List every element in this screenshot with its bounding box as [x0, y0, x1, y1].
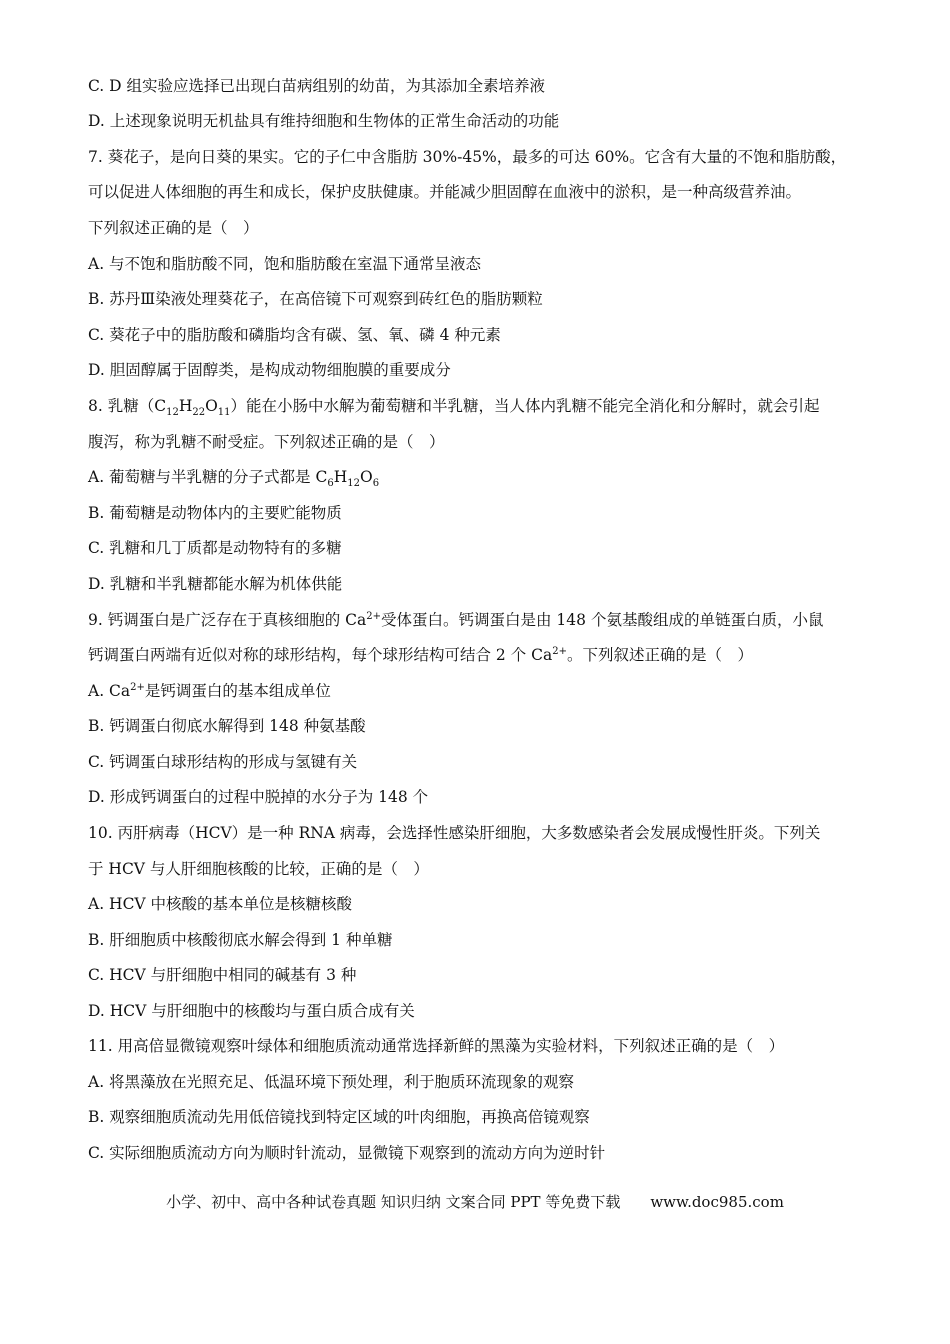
option-7a: A. 与不饱和脂肪酸不同，饱和脂肪酸在室温下通常呈液态 — [88, 255, 482, 273]
option-9d: D. 形成钙调蛋白的过程中脱掉的水分子为 148 个 — [88, 788, 429, 806]
option-6d: D. 上述现象说明无机盐具有维持细胞和生物体的正常生命活动的功能 — [88, 112, 560, 130]
option-7d: D. 胆固醇属于固醇类，是构成动物细胞膜的重要成分 — [88, 361, 451, 379]
option-9a: A. $Ca^{2+}$是钙调蛋白的基本组成单位 — [88, 681, 331, 700]
option-9b: B. 钙调蛋白彻底水解得到 148 种氨基酸 — [88, 717, 366, 735]
option-8c: C. 乳糖和几丁质都是动物特有的多糖 — [88, 539, 342, 557]
option-11b: B. 观察细胞质流动先用低倍镜找到特定区域的叶肉细胞，再换高倍镜观察 — [88, 1108, 590, 1126]
question-7-line-3: 下列叙述正确的是（ ） — [88, 219, 259, 237]
question-10-line-1: 10. 丙肝病毒（HCV）是一种 RNA 病毒，会选择性感染肝细胞，大多数感染者会发展成慢性肝炎。下列关 — [88, 824, 821, 842]
page-footer — [0, 1191, 950, 1212]
option-8b: B. 葡萄糖是动物体内的主要贮能物质 — [88, 504, 342, 522]
question-7-line-2: 可以促进人体细胞的再生和成长，保护皮肤健康。并能减少胆固醇在血液中的淤积，是一种高级营养油。 — [88, 183, 802, 201]
question-7-line-1: 7. 葵花子，是向日葵的果实。它的子仁中含脂肪 30%-45%，最多的可达 60%。它含有大量的不饱和脂肪酸， — [88, 148, 847, 166]
question-9-line-1: 9. 钙调蛋白是广泛存在于真核细胞的 $Ca^{2+}$受体蛋白。钙调蛋白是由 148 个氨基酸组成的单链蛋白质，小鼠 — [88, 610, 824, 629]
question-8-line-1: 8. 乳糖$(C_{12}H_{22}O_{11})$能在小肠中水解为葡萄糖和半乳糖，当人体内乳糖不能完全消化和分解时，就会引起 — [88, 397, 820, 419]
option-11a: A. 将黑藻放在光照充足、低温环境下预处理，利于胞质环流现象的观察 — [88, 1073, 575, 1091]
question-11-line-1: 11. 用高倍显微镜观察叶绿体和细胞质流动通常选择新鲜的黑藻为实验材料，下列叙述正确的是（ ） — [88, 1037, 785, 1055]
option-9c: C. 钙调蛋白球形结构的形成与氢键有关 — [88, 753, 358, 771]
option-10c: C. HCV 与肝细胞中相同的碱基有 3 种 — [88, 966, 357, 984]
option-7c: C. 葵花子中的脂肪酸和磷脂均含有碳、氢、氧、磷 4 种元素 — [88, 326, 501, 344]
footer-url[interactable]: www.doc985.com — [650, 1193, 784, 1211]
option-7b: B. 苏丹Ⅲ染液处理葵花子，在高倍镜下可观察到砖红色的脂肪颗粒 — [88, 290, 543, 308]
question-8-line-2: 腹泻，称为乳糖不耐受症。下列叙述正确的是（ ） — [88, 433, 445, 451]
footer-text: 小学、初中、高中各种试卷真题 知识归纳 文案合同 PPT 等免费下载 — [166, 1193, 621, 1211]
question-9-line-2: 钙调蛋白两端有近似对称的球形结构，每个球形结构可结合 2 个 $Ca^{2+}$。下列叙述正确的是（ ） — [88, 645, 754, 664]
option-10d: D. HCV 与肝细胞中的核酸均与蛋白质合成有关 — [88, 1002, 415, 1020]
question-10-line-2: 于 HCV 与人肝细胞核酸的比较，正确的是（ ） — [88, 860, 429, 878]
option-11c: C. 实际细胞质流动方向为顺时针流动，显微镜下观察到的流动方向为逆时针 — [88, 1144, 606, 1162]
option-10a: A. HCV 中核酸的基本单位是核糖核酸 — [88, 895, 353, 913]
option-6c: C. D 组实验应选择已出现白苗病组别的幼苗，为其添加全素培养液 — [88, 77, 546, 95]
option-8d: D. 乳糖和半乳糖都能水解为机体供能 — [88, 575, 343, 593]
option-10b: B. 肝细胞质中核酸彻底水解会得到 1 种单糖 — [88, 931, 393, 949]
option-8a: A. 葡萄糖与半乳糖的分子式都是 $C_6H_{12}O_6$ — [88, 468, 380, 490]
